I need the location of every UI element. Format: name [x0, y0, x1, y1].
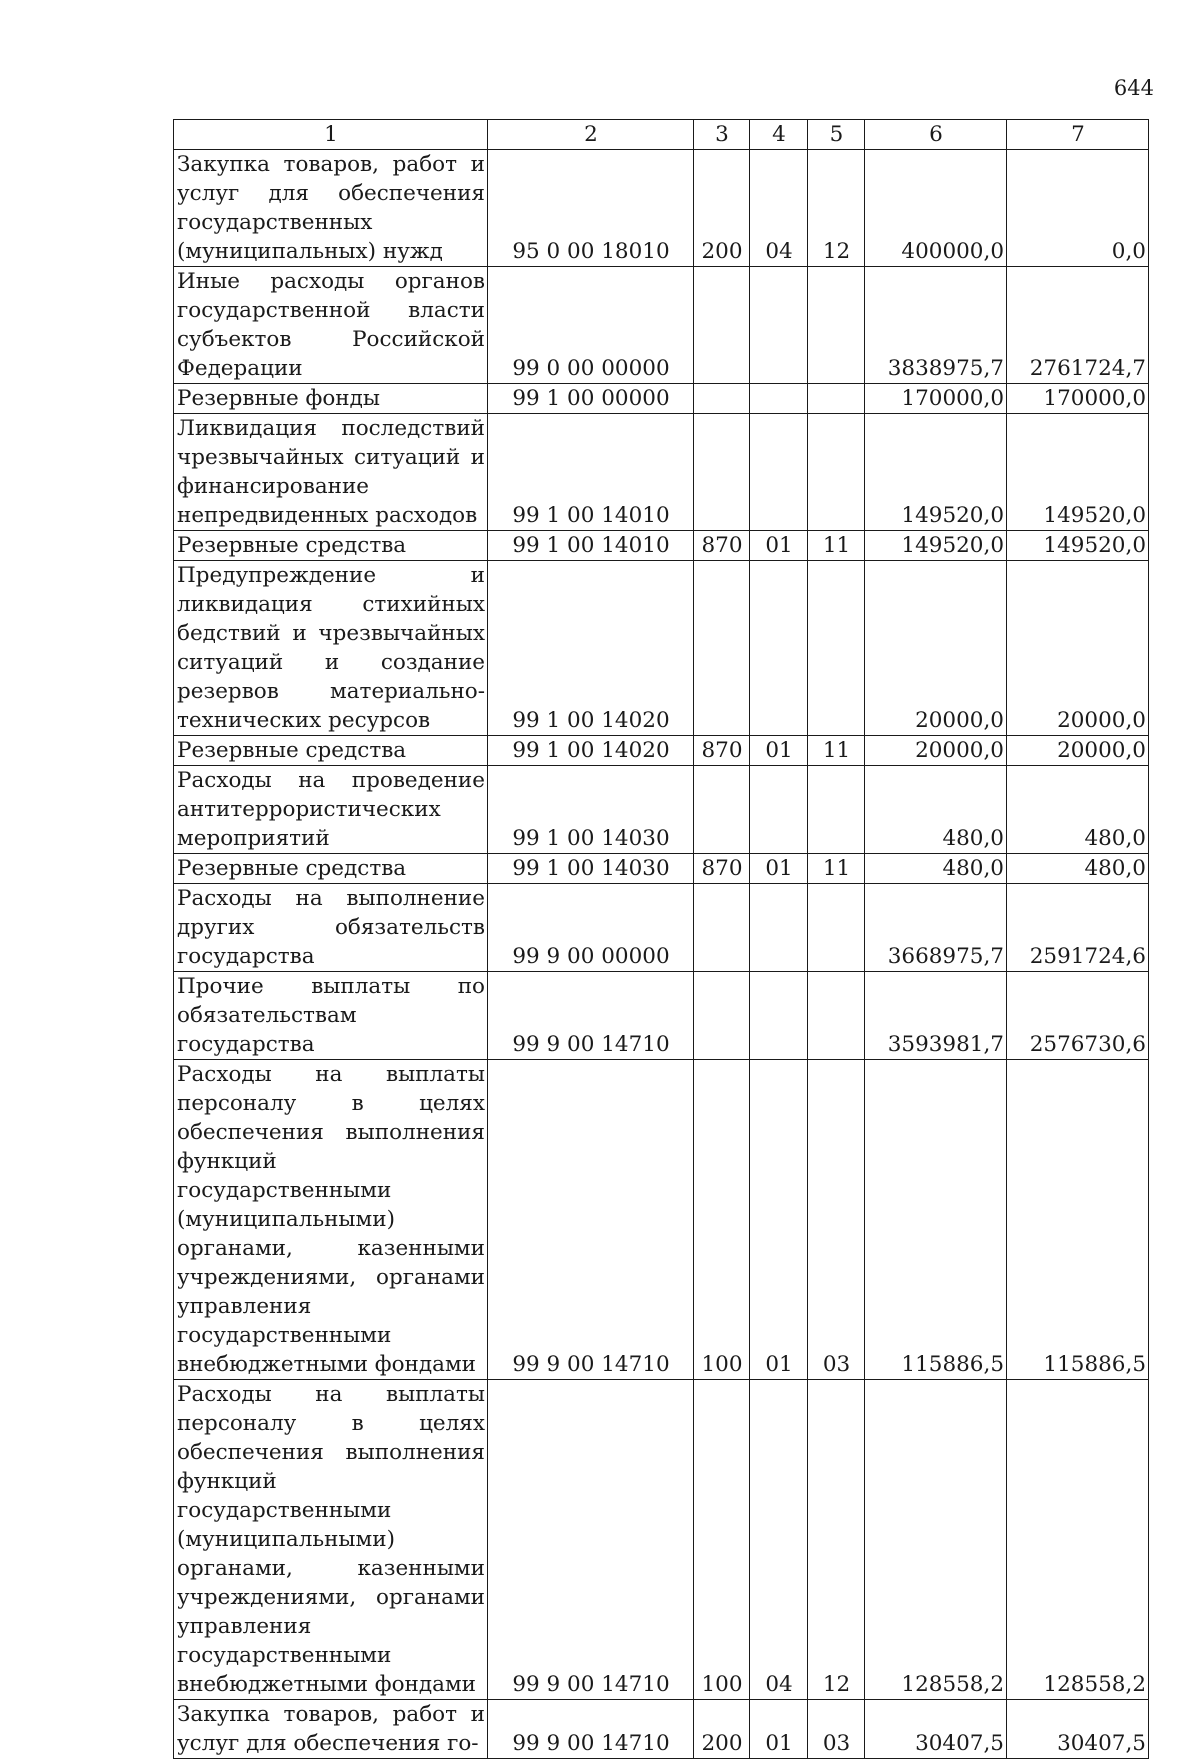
expense-name: Резервные средства	[174, 531, 488, 561]
amount-col7: 2591724,6	[1007, 884, 1149, 972]
subsection: 12	[808, 150, 865, 267]
section	[750, 972, 808, 1060]
expense-name: Закупка товаров, работ и услуг для обеспечения го-	[174, 1700, 488, 1759]
expense-name: Расходы на выплаты персоналу в целях обеспечения выполнения функций государственными (муниципальными) органами, казенными учреждениями, органами управления государственными внебюджетными фондами	[174, 1380, 488, 1700]
expense-type	[694, 384, 750, 414]
section	[750, 267, 808, 384]
section	[750, 766, 808, 854]
expense-type: 870	[694, 531, 750, 561]
target-code: 99 1 00 14010	[488, 414, 694, 531]
amount-col7: 480,0	[1007, 766, 1149, 854]
section: 01	[750, 531, 808, 561]
table-row	[174, 736, 1149, 766]
expense-type	[694, 972, 750, 1060]
amount-col6: 30407,5	[865, 1700, 1007, 1759]
table-row	[174, 1380, 1149, 1700]
table-row	[174, 267, 1149, 384]
target-code: 99 9 00 14710	[488, 972, 694, 1060]
expense-type	[694, 884, 750, 972]
table-row	[174, 972, 1149, 1060]
amount-col7: 20000,0	[1007, 736, 1149, 766]
header-cell: 2	[488, 120, 694, 150]
amount-col6: 20000,0	[865, 561, 1007, 736]
expense-type	[694, 766, 750, 854]
expense-name: Прочие выплаты по обязательствам государства	[174, 972, 488, 1060]
target-code: 95 0 00 18010	[488, 150, 694, 267]
subsection	[808, 414, 865, 531]
amount-col7: 149520,0	[1007, 531, 1149, 561]
header-cell: 7	[1007, 120, 1149, 150]
expense-type: 100	[694, 1380, 750, 1700]
subsection: 11	[808, 736, 865, 766]
section	[750, 414, 808, 531]
amount-col7: 20000,0	[1007, 561, 1149, 736]
target-code: 99 1 00 14030	[488, 766, 694, 854]
amount-col6: 128558,2	[865, 1380, 1007, 1700]
subsection: 03	[808, 1700, 865, 1759]
amount-col7: 115886,5	[1007, 1060, 1149, 1380]
expense-name: Расходы на проведение антитеррористических мероприятий	[174, 766, 488, 854]
target-code: 99 9 00 14710	[488, 1700, 694, 1759]
target-code: 99 9 00 14710	[488, 1060, 694, 1380]
header-cell: 4	[750, 120, 808, 150]
amount-col7: 480,0	[1007, 854, 1149, 884]
header-cell: 5	[808, 120, 865, 150]
subsection	[808, 561, 865, 736]
subsection	[808, 384, 865, 414]
expense-type: 870	[694, 736, 750, 766]
amount-col7: 128558,2	[1007, 1380, 1149, 1700]
expense-name: Ликвидация последствий чрезвычайных ситуаций и финансирование непредвиденных расходов	[174, 414, 488, 531]
section: 01	[750, 1060, 808, 1380]
amount-col7: 149520,0	[1007, 414, 1149, 531]
expense-type: 100	[694, 1060, 750, 1380]
section: 01	[750, 854, 808, 884]
section: 01	[750, 1700, 808, 1759]
table-row	[174, 1060, 1149, 1380]
target-code: 99 0 00 00000	[488, 267, 694, 384]
subsection: 11	[808, 531, 865, 561]
table-row	[174, 384, 1149, 414]
target-code: 99 1 00 14030	[488, 854, 694, 884]
amount-col7: 170000,0	[1007, 384, 1149, 414]
subsection: 03	[808, 1060, 865, 1380]
expense-name: Предупреждение и ликвидация стихийных бедствий и чрезвычайных ситуаций и создание резервов материально-технических ресурсов	[174, 561, 488, 736]
target-code: 99 1 00 14010	[488, 531, 694, 561]
amount-col7: 0,0	[1007, 150, 1149, 267]
expense-name: Закупка товаров, работ и услуг для обеспечения государственных (муниципальных) нужд	[174, 150, 488, 267]
amount-col7: 30407,5	[1007, 1700, 1149, 1759]
expense-name: Резервные средства	[174, 736, 488, 766]
amount-col6: 400000,0	[865, 150, 1007, 267]
table-row	[174, 766, 1149, 854]
amount-col6: 115886,5	[865, 1060, 1007, 1380]
table-row	[174, 1700, 1149, 1759]
target-code: 99 1 00 14020	[488, 561, 694, 736]
header-cell: 1	[174, 120, 488, 150]
table-row	[174, 531, 1149, 561]
header-cell: 6	[865, 120, 1007, 150]
subsection: 12	[808, 1380, 865, 1700]
subsection	[808, 766, 865, 854]
table-row	[174, 884, 1149, 972]
header-cell: 3	[694, 120, 750, 150]
subsection	[808, 267, 865, 384]
expense-name: Расходы на выполнение других обязательств государства	[174, 884, 488, 972]
table-row	[174, 854, 1149, 884]
target-code: 99 1 00 14020	[488, 736, 694, 766]
amount-col6: 3838975,7	[865, 267, 1007, 384]
amount-col6: 20000,0	[865, 736, 1007, 766]
table-row	[174, 414, 1149, 531]
target-code: 99 1 00 00000	[488, 384, 694, 414]
header-row	[174, 120, 1149, 150]
section: 04	[750, 150, 808, 267]
amount-col6: 170000,0	[865, 384, 1007, 414]
section: 04	[750, 1380, 808, 1700]
section	[750, 884, 808, 972]
page-number: 644	[1113, 76, 1154, 100]
expense-name: Резервные фонды	[174, 384, 488, 414]
subsection	[808, 884, 865, 972]
expense-type: 200	[694, 150, 750, 267]
expense-name: Иные расходы органов государственной власти субъектов Российской Федерации	[174, 267, 488, 384]
expense-type	[694, 414, 750, 531]
expense-name: Резервные средства	[174, 854, 488, 884]
section: 01	[750, 736, 808, 766]
target-code: 99 9 00 14710	[488, 1380, 694, 1700]
amount-col6: 3668975,7	[865, 884, 1007, 972]
expense-type: 870	[694, 854, 750, 884]
amount-col6: 149520,0	[865, 414, 1007, 531]
amount-col7: 2761724,7	[1007, 267, 1149, 384]
expense-type: 200	[694, 1700, 750, 1759]
amount-col7: 2576730,6	[1007, 972, 1149, 1060]
amount-col6: 480,0	[865, 766, 1007, 854]
target-code: 99 9 00 00000	[488, 884, 694, 972]
section	[750, 561, 808, 736]
subsection: 11	[808, 854, 865, 884]
section	[750, 384, 808, 414]
table-row	[174, 561, 1149, 736]
expense-name: Расходы на выплаты персоналу в целях обеспечения выполнения функций государственными (муниципальными) органами, казенными учреждениями, органами управления государственными внебюджетными фондами	[174, 1060, 488, 1380]
amount-col6: 149520,0	[865, 531, 1007, 561]
budget-table	[173, 119, 1149, 1759]
amount-col6: 480,0	[865, 854, 1007, 884]
subsection	[808, 972, 865, 1060]
amount-col6: 3593981,7	[865, 972, 1007, 1060]
expense-type	[694, 561, 750, 736]
expense-type	[694, 267, 750, 384]
table-row	[174, 150, 1149, 267]
